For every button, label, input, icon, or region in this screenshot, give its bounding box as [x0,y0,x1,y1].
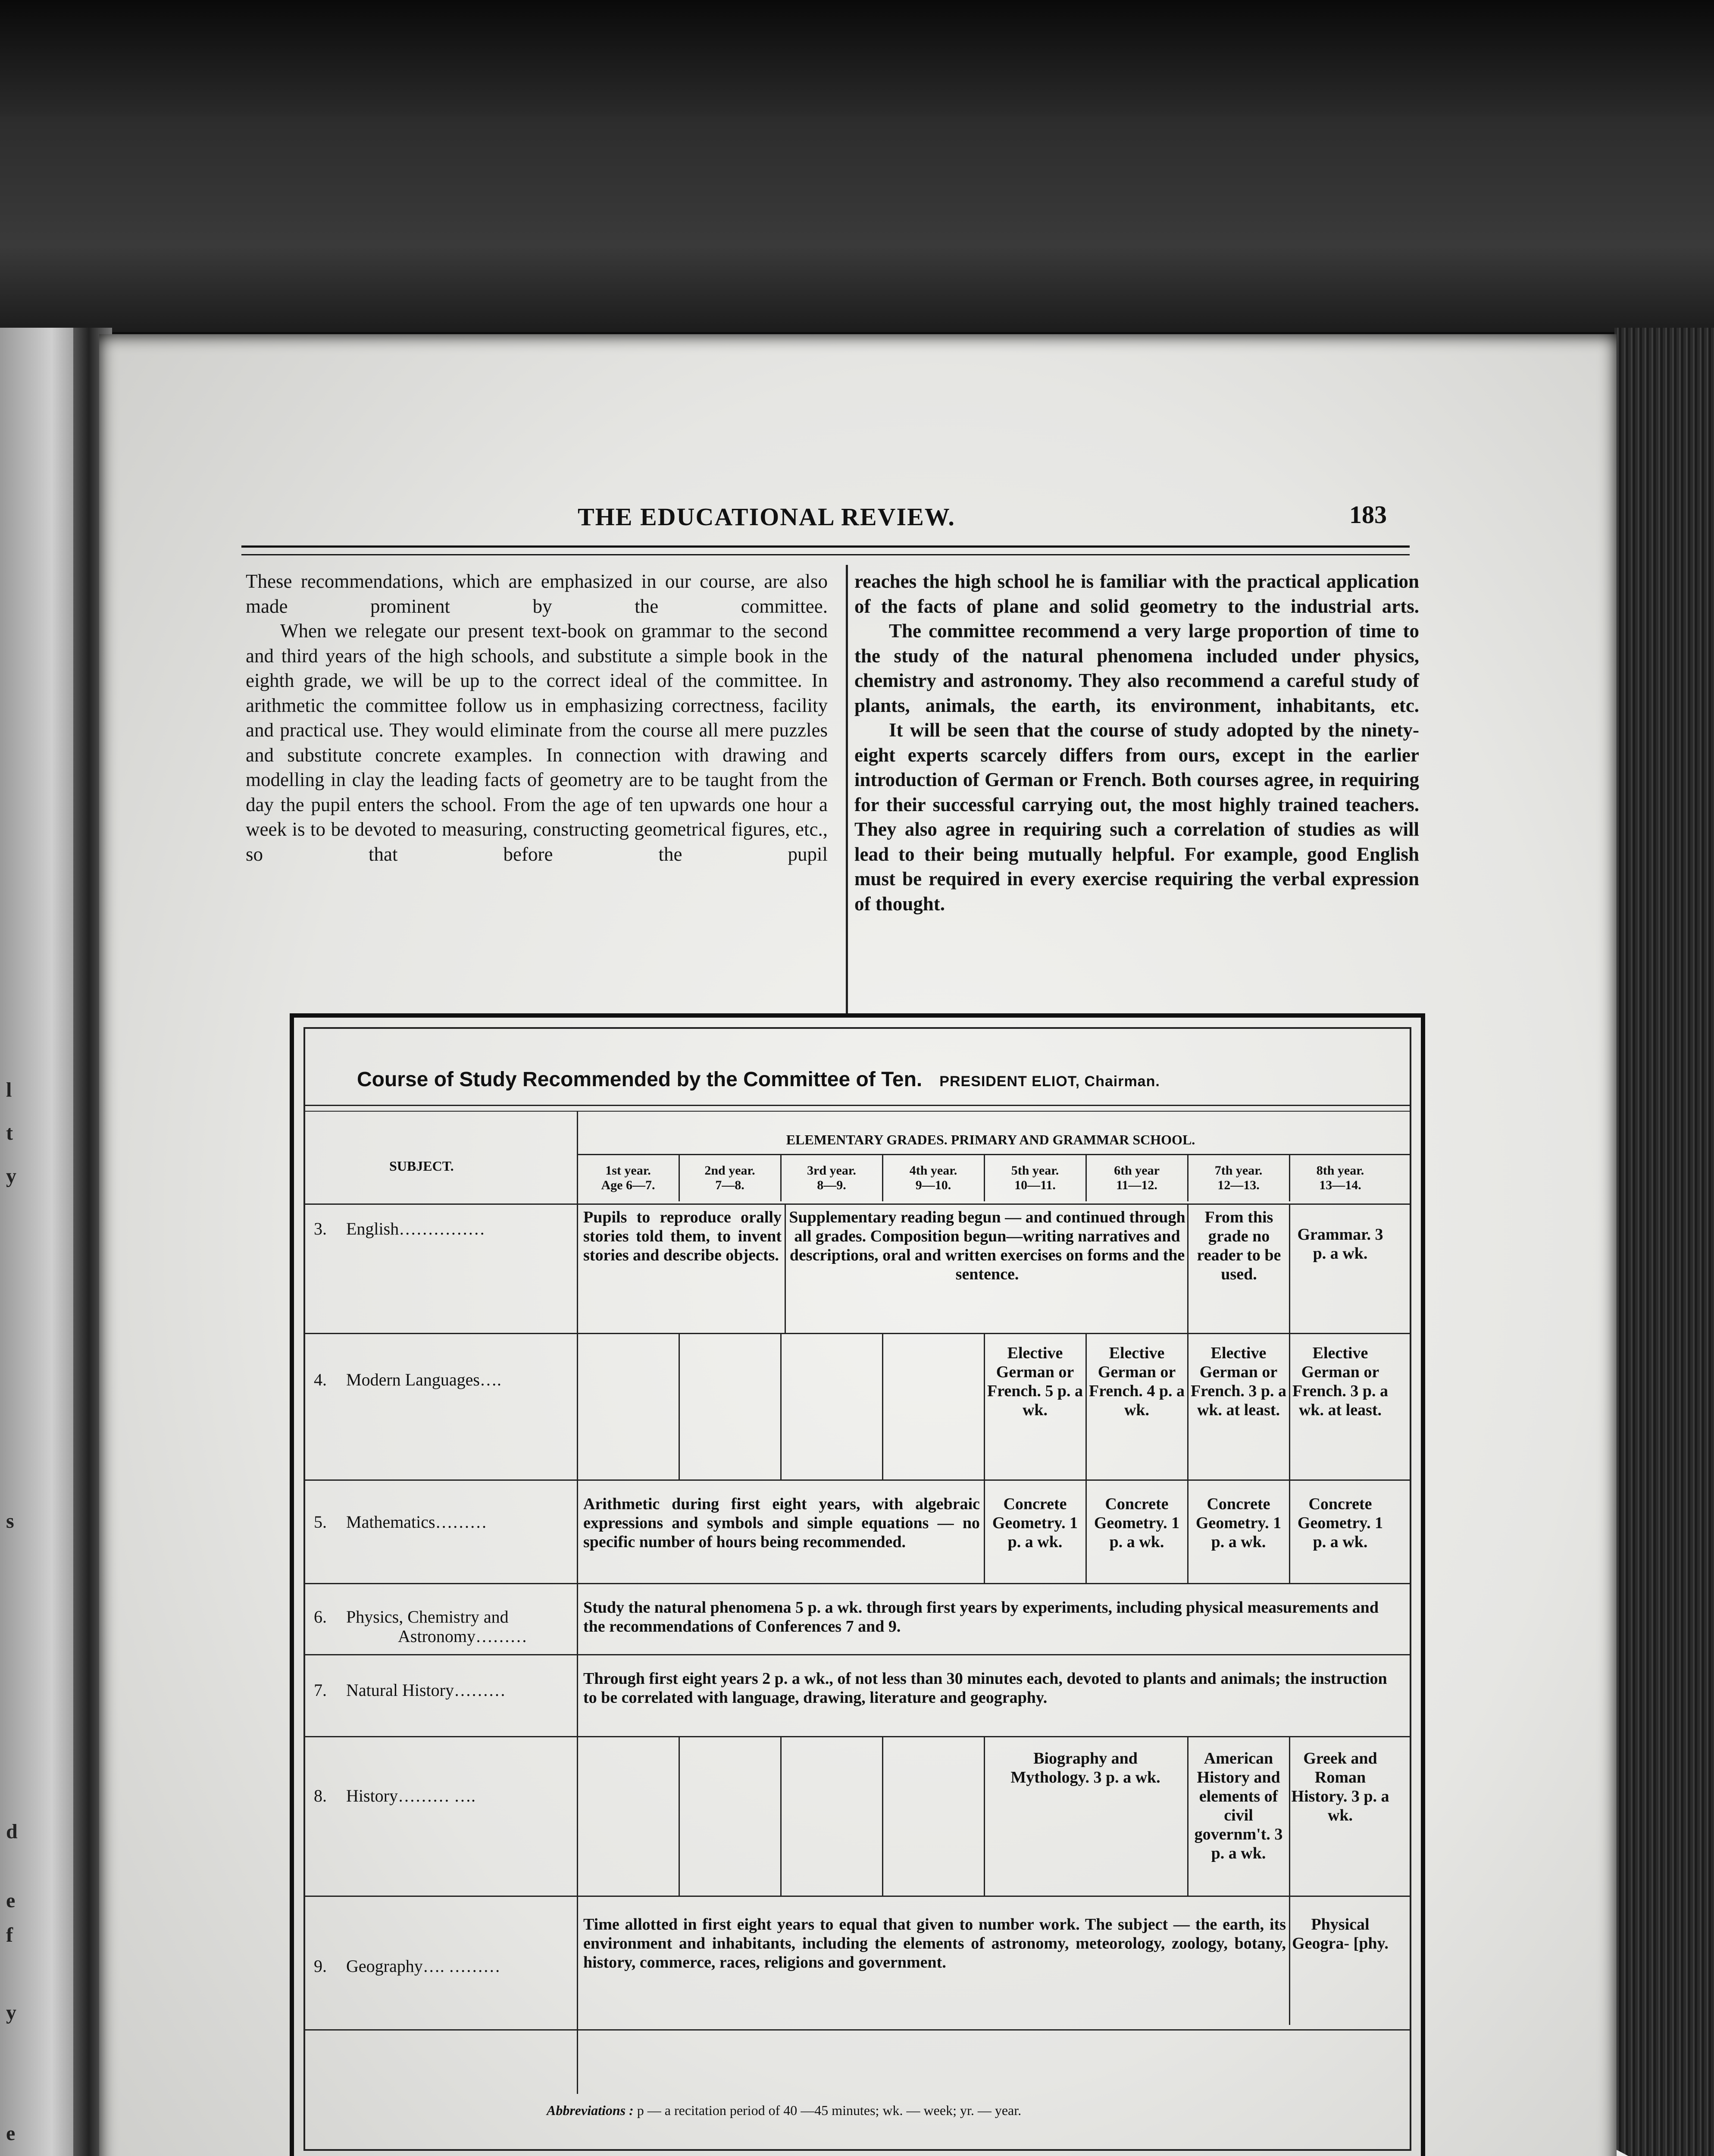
languages-year-7: Elective German or French. 3 p. a wk. at least. [1190,1344,1287,1419]
table-column-rule [984,1479,985,1583]
languages-year-5: Elective German or French. 5 p. a wk. [987,1344,1083,1419]
table-column-rule [785,1203,786,1333]
scanner-background [0,116,1714,332]
page-stack-edge [1614,328,1714,2156]
year-header [1188,1163,1289,1193]
abbreviations-text: p — a recitation period of 40 —45 minutes; wk. — week; yr. — year. [637,2103,1022,2118]
year-header [679,1163,780,1193]
abbreviations-label: Abbreviations : [547,2103,634,2118]
table-column-rule [780,1333,782,1479]
subject-geography: Geography…. ……… [346,1956,500,1976]
year-age: 11—12. [1116,1178,1157,1192]
row-number: 3. [314,1219,327,1238]
page-number: 183 [1349,501,1387,529]
geography-years-1-7: Time allotted in first eight years to equal that given to number work. The subject — the earth, its environment and inhabitants, including the elements of astronomy, meteorology, zoology, botany, history, commerce, races, religions and government. [583,1915,1286,1971]
margin-fragment: y [6,1165,16,1188]
english-year-8: Grammar. 3 p. a wk. [1297,1225,1383,1263]
natural-history-all-years: Through first eight years 2 p. a wk., of not less than 30 minutes each, devoted to plants and animals; the instruction to be correlated with language, drawing, literature and geography. [583,1670,1387,1707]
table-column-rule [984,1333,985,1479]
margin-fragment: y [6,2001,16,2024]
right-column [854,569,1419,916]
year-header [578,1163,679,1193]
mathematics-year-5: Concrete Geometry. 1 p. a wk. [992,1495,1078,1551]
subject-header: SUBJECT. [389,1158,454,1174]
table-rule [305,1654,1410,1655]
row-number: 7. [314,1680,327,1700]
film-border-top [0,0,1714,116]
table-column-rule [882,1736,883,1896]
row-number: 5. [314,1512,327,1532]
year-header [883,1163,984,1193]
history-year-7: American History and elements of civil governm't. 3 p. a wk. [1194,1749,1283,1862]
table-rule [305,1583,1410,1584]
mathematics-year-7: Concrete Geometry. 1 p. a wk. [1195,1495,1282,1551]
table-rule [305,1736,1410,1737]
mathematics-years-1-4: Arithmetic during first eight years, with algebraic expressions and symbols and simple equations — no specific number of hours being recommended. [583,1495,980,1551]
history-year-8: Greek and Roman History. 3 p. a wk. [1291,1749,1389,1824]
table-rule [305,1896,1410,1897]
table-column-rule [1187,1479,1189,1583]
table-column-rule [1187,1203,1189,1333]
english-years-3-6: Supplementary reading begun — and continued through all grades. Composition begun—writing narratives and descriptions, oral and written exercises on forms and the sentence. [789,1208,1185,1283]
subject-mathematics: Mathematics……… [346,1512,487,1532]
year-header [1290,1163,1391,1193]
table-rule [305,1333,1410,1334]
table-column-rule [780,1736,782,1896]
year-age: 13—14. [1319,1178,1361,1192]
row-number: 4. [314,1370,327,1389]
year-age: Age 6—7. [601,1178,655,1192]
table-inner-border [303,1027,1411,2151]
languages-year-8: Elective German or French. 3 p. a wk. at least. [1292,1344,1389,1419]
margin-fragment: l [6,1078,12,1101]
year-header [985,1163,1085,1193]
margin-fragment: d [6,1820,18,1843]
year-label: 2nd year. [704,1163,755,1178]
course-of-study-table [290,1013,1425,2156]
subject-physics: Physics, Chemistry and [346,1607,509,1626]
geography-year-8: Physical Geogra- [phy. [1292,1915,1389,1952]
paragraph: When we relegate our present text-book on grammar to the second and third years of the high schools, and substitute a simple book in the eighth grade, we will be up to the correct ideal of the committee. In arithmetic the committee follow us in emphasizing correctness, facility and practical use. They would eliminate from the course all mere puzzles and substitute concrete examples. In connection with drawing and modelling in clay the leading facts of geometry are to be taught from the day the pupil enters the school. From the age of ten upwards one hour a week is to be devoted to measuring, constructing geometrical figures, etc., so that before the pupil [246,620,828,865]
paragraph: It will be seen that the course of study adopted by the ninety-eight experts scarcely differs from ours, except in the earlier introduction of German or French. Both courses agree, in requiring for their successful carrying out, the most highly trained teachers. They also agree in requiring such a correlation of studies as will lead to their being mutually helpful. For example, good English must be required in every exercise requiring the verbal expression of thought. [854,719,1419,915]
year-label: 5th year. [1011,1163,1059,1178]
table-column-rule [679,1736,680,1896]
physics-all-years: Study the natural phenomena 5 p. a wk. through first years by experiments, including physical measurements and the recommendations of Conferences 7 and 9. [583,1598,1379,1636]
mathematics-year-8: Concrete Geometry. 1 p. a wk. [1297,1495,1383,1551]
table-rule [305,1105,1410,1106]
margin-fragment: e [6,1889,16,1912]
year-label: 6th year [1114,1163,1160,1178]
table-column-rule [1289,1479,1290,1583]
year-age: 9—10. [915,1178,951,1192]
running-head: THE EDUCATIONAL REVIEW. [578,503,955,531]
paragraph: These recommendations, which are emphasized in our course, are also made prominent by the committee. [246,570,828,617]
abbreviations [547,2103,1021,2118]
year-header [781,1163,882,1193]
subject-physics-line-2: Astronomy……… [398,1626,527,1646]
year-age: 7—8. [715,1178,744,1192]
subject-natural-history: Natural History……… [346,1680,506,1700]
table-column-rule [1289,1333,1290,1479]
row-number: 8. [314,1786,327,1805]
year-header [1086,1163,1187,1193]
table-title-text: Course of Study Recommended by the Committee of Ten. [357,1068,923,1091]
grades-header: ELEMENTARY GRADES. PRIMARY AND GRAMMAR SCHOOL. [786,1132,1195,1147]
year-age: 12—13. [1217,1178,1260,1192]
table-column-rule [1289,1203,1290,1333]
table-column-rule [1289,1736,1290,1896]
table-rule [305,1203,1410,1205]
table-column-rule [882,1333,883,1479]
header-rule-thin [241,554,1410,555]
table-title [357,1068,1160,1091]
table-rule [305,1111,1410,1112]
year-label: 1st year. [605,1163,651,1178]
table-column-rule [1187,1736,1189,1896]
column-divider [846,565,848,1013]
table-column-rule [1085,1333,1087,1479]
table-column-rule [1289,1896,1290,2025]
english-years-1-2: Pupils to reproduce orally stories told them, to invent stories and describe objects. [583,1208,782,1264]
row-number: 9. [314,1956,327,1976]
left-column [246,569,828,867]
table-chairman: PRESIDENT ELIOT, Chairman. [939,1073,1160,1090]
year-label: 4th year. [909,1163,957,1178]
margin-fragment: e [6,2122,16,2145]
year-age: 8—9. [817,1178,846,1192]
margin-fragment: f [6,1924,13,1946]
mathematics-year-6: Concrete Geometry. 1 p. a wk. [1094,1495,1180,1551]
year-label: 8th year. [1316,1163,1364,1178]
year-label: 3rd year. [807,1163,856,1178]
table-column-rule [577,1111,578,2094]
subject-modern-languages: Modern Languages…. [346,1370,501,1389]
history-years-5-6: Biography and Mythology. 3 p. a wk. [1010,1749,1160,1786]
languages-year-6: Elective German or French. 4 p. a wk. [1088,1344,1185,1419]
row-number: 6. [314,1607,327,1626]
paragraph: The committee recommend a very large proportion of time to the study of the natural phenomena included under physics, chemistry and astronomy. They also recommend a careful study of plants, animals, the earth, its environment, inhabitants, etc. [854,620,1419,716]
margin-fragment: s [6,1510,14,1532]
subject-english: English…………… [346,1219,485,1238]
table-column-rule [1187,1333,1189,1479]
header-rule [241,545,1410,548]
margin-fragment: t [6,1122,13,1144]
table-rule [577,1154,1410,1155]
table-column-rule [984,1736,985,1896]
year-age: 10—11. [1014,1178,1056,1192]
year-label: 7th year. [1214,1163,1263,1178]
table-column-rule [1085,1479,1087,1583]
paragraph: reaches the high school he is familiar with the practical application of the facts of plane and solid geometry to the industrial arts. [854,570,1419,617]
english-year-7: From this grade no reader to be used. [1197,1208,1281,1283]
table-rule [305,2029,1410,2031]
table-rule [305,1479,1410,1481]
table-column-rule [679,1333,680,1479]
subject-history: History……… …. [346,1786,475,1805]
